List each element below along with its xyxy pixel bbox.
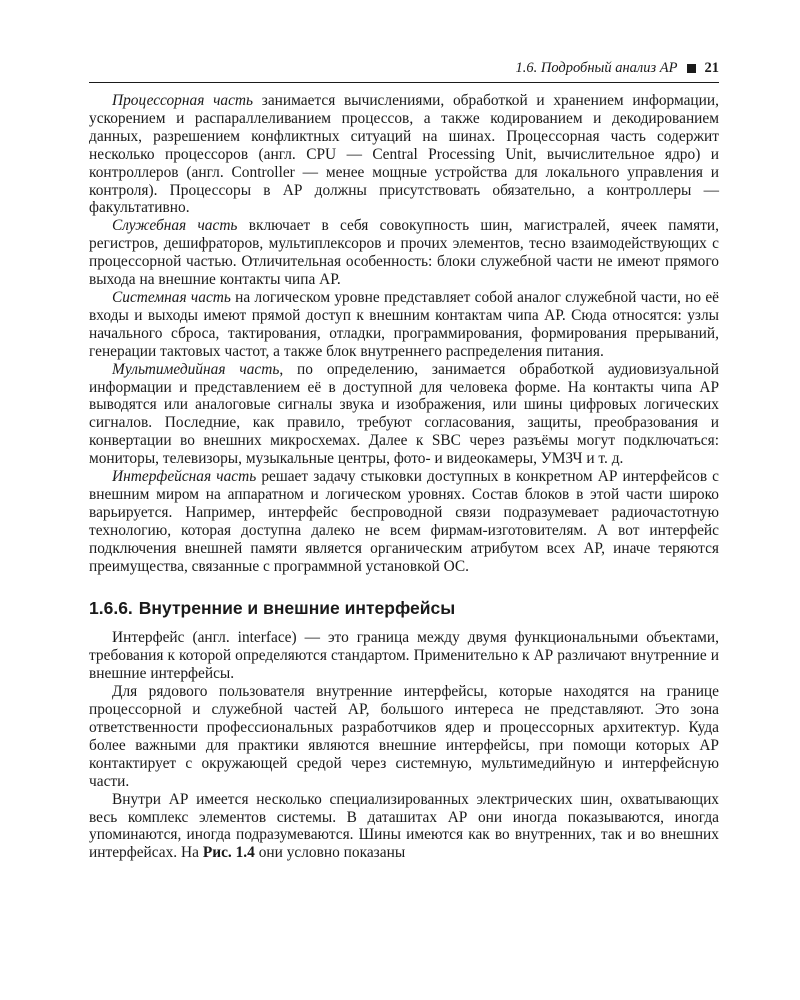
paragraph-text: на логическом уровне представляет собой аналог служебной части, но её входы и выходы имеют прямой доступ к внешним контактам чипа АР. Сюда относятся: узлы начального сброса, тактирования, отладки, программирования, формирования прерываний, генерации тактовых частот, а также блок внутреннего распределения питания. bbox=[89, 288, 719, 360]
paragraph-buses bbox=[89, 791, 719, 863]
term-service-part: Служебная часть bbox=[112, 217, 238, 235]
term-interface-part: Интерфейсная часть bbox=[112, 468, 257, 486]
term-multimedia-part: Мультимедийная часть bbox=[112, 360, 280, 378]
paragraph-multimedia-part bbox=[89, 361, 719, 468]
paragraph-interface-part bbox=[89, 468, 719, 575]
section-number: 1.6.6. bbox=[89, 598, 133, 619]
paragraph-interface-definition: Интерфейс (англ. interface) — это граница между двумя функциональными объектами, требования к которой определяются стандартом. Применительно к АР различают внутренние и внешние интерфейсы. bbox=[89, 629, 719, 683]
running-header bbox=[89, 58, 719, 83]
paragraph-internal-interfaces: Для рядового пользователя внутренние интерфейсы, которые находятся на границе процессорной и служебной частей АР, большого интереса не представляют. Это зона ответственности профессиональных разработчиков ядер и процессорных архитектур. Куда более важными для практики являются внешние интерфейсы, при помощи которых АР контактирует с окружающей средой через системную, мультимедийную и интерфейсную части. bbox=[89, 683, 719, 790]
square-bullet-icon bbox=[687, 64, 696, 73]
paragraph-processor-part bbox=[89, 92, 719, 217]
paragraph-system-part bbox=[89, 289, 719, 361]
paragraph-text: , по определению, занимается обработкой аудиовизуальной информации и представлением её в доступной для человека форме. На контакты чипа АР выводятся или аналоговые сигналы звука и изображения, или шины цифровых логических сигналов. Последние, как правило, требуют согласования, защиты, преобразования и конвертации во внешних микросхемах. Далее к SBC через разъёмы могут подключаться: мониторы, телевизоры, музыкальные центры, фото- и видеокамеры, УМЗЧ и т. д. bbox=[89, 360, 720, 468]
paragraph-text: они условно показаны bbox=[254, 844, 406, 862]
term-system-part: Системная часть bbox=[112, 288, 231, 306]
paragraph-text: включает в себя совокупность шин, магистралей, ячеек памяти, регистров, дешифраторов, мультиплексоров и прочих элементов, тесно взаимодействующих с процессорной частью. Отличительная особенность: блоки служебной части не имеют прямого выхода на внешние контакты чипа АР. bbox=[89, 217, 719, 289]
paragraph-service-part bbox=[89, 217, 719, 289]
section-title: Внутренние и внешние интерфейсы bbox=[138, 598, 456, 619]
book-page bbox=[89, 58, 719, 862]
page-number: 21 bbox=[704, 60, 719, 76]
paragraph-text: решает задачу стыковки доступных в конкретном АР интерфейсов с внешним миром на аппаратном и логическом уровнях. Состав блоков в этой части широко варьируется. Например, интерфейс беспроводной связи подразумевает радиочастотную технологию, которая доступна далеко не всем фирмам-изготовителям. А вот интерфейс подключения внешней памяти является органическим атрибутом всех АР, иначе теряются преимущества, связанные с программной установкой ОС. bbox=[89, 468, 720, 575]
paragraph-text: занимается вычислениями, обработкой и хранением информации, ускорением и распараллеливанием процессов, а также кодированием и декодированием данных, разрешением конфликтных ситуаций на шинах. Процессорная часть содержит несколько процессоров (англ. CPU — Central Processing Unit, вычислительное ядро) и контроллеров (англ. Controller — менее мощные устройства для локального управления и контроля). Процессоры в АР должны присутствовать обязательно, а контроллеры — факультативно. bbox=[89, 92, 719, 217]
section-heading bbox=[89, 597, 719, 619]
figure-reference: Рис. 1.4 bbox=[202, 844, 255, 862]
term-processor-part: Процессорная часть bbox=[112, 92, 254, 109]
paragraph-text: Внутри АР имеется несколько специализированных электрических шин, охватывающих весь комплекс элементов системы. В даташитах АР они иногда показываются, иногда упоминаются, иногда подразумеваются. Шины имеются как во внутренних, так и во внешних интерфейсах. На bbox=[89, 790, 719, 862]
body-text bbox=[89, 92, 719, 862]
running-header-section: 1.6. Подробный анализ АР bbox=[515, 60, 678, 76]
